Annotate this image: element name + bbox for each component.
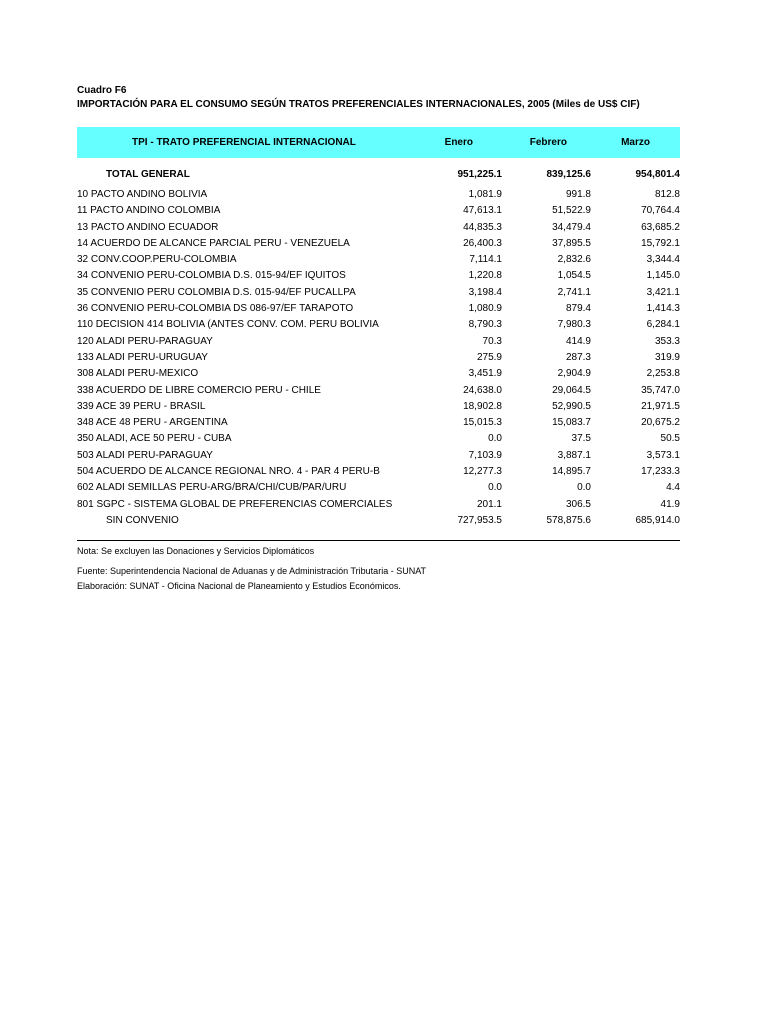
table-row — [77, 253, 680, 269]
header-marzo: Marzo — [621, 137, 650, 148]
row-marzo: 353.3 — [654, 335, 680, 347]
row-enero: 3,451.9 — [468, 368, 502, 380]
row-enero: 727,953.5 — [457, 514, 502, 526]
table-elaboration: Elaboración: SUNAT - Oficina Nacional de Planeamiento y Estudios Económicos. — [77, 581, 401, 591]
table-title: IMPORTACIÓN PARA EL CONSUMO SEGÚN TRATOS PREFERENCIALES INTERNACIONALES, 2005 (Miles de US$ CIF) — [77, 99, 640, 110]
row-febrero: 0.0 — [577, 482, 591, 494]
table-row — [77, 335, 680, 351]
row-marzo: 3,573.1 — [646, 449, 680, 461]
table-row — [77, 237, 680, 253]
row-enero: 3,198.4 — [468, 286, 502, 298]
row-febrero: 2,832.6 — [557, 254, 591, 266]
table-row — [77, 481, 680, 497]
row-name: 11 PACTO ANDINO COLOMBIA — [77, 205, 221, 217]
row-marzo: 4.4 — [666, 482, 680, 494]
table-row — [77, 400, 680, 416]
table-body — [77, 168, 680, 530]
row-marzo: 50.5 — [660, 433, 680, 445]
row-marzo: 63,685.2 — [641, 221, 680, 233]
row-name: 36 CONVENIO PERU-COLOMBIA DS 086-97/EF TARAPOTO — [77, 303, 354, 315]
row-enero: 1,081.9 — [468, 189, 502, 200]
row-marzo: 41.9 — [660, 498, 680, 510]
table-row — [77, 286, 680, 302]
row-enero: 47,613.1 — [463, 205, 502, 217]
row-marzo: 21,971.5 — [641, 400, 680, 412]
row-name: 10 PACTO ANDINO BOLIVIA — [77, 189, 208, 200]
row-febrero: 2,904.9 — [557, 368, 591, 380]
row-name: 339 ACE 39 PERU - BRASIL — [77, 400, 206, 412]
row-marzo: 70,764.4 — [641, 205, 680, 217]
table-row-sin-convenio — [77, 514, 680, 530]
row-enero: 275.9 — [476, 351, 502, 363]
row-enero: 951,225.1 — [457, 169, 502, 180]
row-enero: 15,015.3 — [463, 417, 502, 429]
row-enero: 0.0 — [488, 482, 502, 494]
table-row — [77, 367, 680, 383]
table-row-total — [77, 168, 680, 188]
row-name: 133 ALADI PERU-URUGUAY — [77, 351, 208, 363]
row-marzo: 1,414.3 — [646, 303, 680, 315]
row-febrero: 52,990.5 — [552, 400, 591, 412]
row-marzo: 319.9 — [654, 351, 680, 363]
row-febrero: 15,083.7 — [552, 417, 591, 429]
row-name: 120 ALADI PERU-PARAGUAY — [77, 335, 213, 347]
row-marzo: 15,792.1 — [641, 237, 680, 249]
table-row — [77, 302, 680, 318]
row-enero: 12,277.3 — [463, 466, 502, 478]
row-enero: 201.1 — [476, 498, 502, 510]
row-febrero: 879.4 — [565, 303, 591, 315]
row-name: 14 ACUERDO DE ALCANCE PARCIAL PERU - VENEZUELA — [77, 237, 350, 249]
table-row — [77, 384, 680, 400]
row-enero: 1,080.9 — [468, 303, 502, 315]
row-febrero: 51,522.9 — [552, 205, 591, 217]
row-febrero: 37,895.5 — [552, 237, 591, 249]
row-enero: 26,400.3 — [463, 237, 502, 249]
row-marzo: 20,675.2 — [641, 417, 680, 429]
table-row — [77, 318, 680, 334]
row-name: TOTAL GENERAL — [106, 169, 190, 180]
table-row — [77, 351, 680, 367]
row-name: 504 ACUERDO DE ALCANCE REGIONAL NRO. 4 - PAR 4 PERU-B — [77, 466, 380, 478]
row-marzo: 954,801.4 — [635, 169, 680, 180]
table-row — [77, 204, 680, 220]
row-name: 503 ALADI PERU-PARAGUAY — [77, 449, 213, 461]
header-enero: Enero — [444, 137, 473, 148]
row-febrero: 2,741.1 — [557, 286, 591, 298]
row-name: 801 SGPC - SISTEMA GLOBAL DE PREFERENCIAS COMERCIALES — [77, 498, 393, 510]
row-febrero: 991.8 — [565, 189, 591, 200]
row-febrero: 578,875.6 — [546, 514, 591, 526]
row-marzo: 17,233.3 — [641, 466, 680, 478]
row-marzo: 3,421.1 — [646, 286, 680, 298]
row-febrero: 3,887.1 — [557, 449, 591, 461]
table-row — [77, 465, 680, 481]
header-tpi: TPI - TRATO PREFERENCIAL INTERNACIONAL — [132, 137, 356, 148]
row-febrero: 37.5 — [571, 433, 591, 445]
table-header — [77, 127, 680, 158]
table-row — [77, 432, 680, 448]
row-name: 350 ALADI, ACE 50 PERU - CUBA — [77, 433, 232, 445]
row-marzo: 6,284.1 — [646, 319, 680, 331]
row-marzo: 1,145.0 — [646, 270, 680, 282]
table-row — [77, 188, 680, 204]
row-enero: 7,103.9 — [468, 449, 502, 461]
row-name: SIN CONVENIO — [106, 514, 179, 526]
row-febrero: 14,895.7 — [552, 466, 591, 478]
row-febrero: 306.5 — [565, 498, 591, 510]
row-enero: 24,638.0 — [463, 384, 502, 396]
table-row — [77, 416, 680, 432]
row-marzo: 35,747.0 — [641, 384, 680, 396]
row-enero: 8,790.3 — [468, 319, 502, 331]
table-label: Cuadro F6 — [77, 85, 127, 96]
row-marzo: 3,344.4 — [646, 254, 680, 266]
row-name: 34 CONVENIO PERU-COLOMBIA D.S. 015-94/EF IQUITOS — [77, 270, 346, 282]
row-febrero: 839,125.6 — [546, 169, 591, 180]
row-name: 602 ALADI SEMILLAS PERU-ARG/BRA/CHI/CUB/PAR/URU — [77, 482, 347, 494]
row-marzo: 812.8 — [654, 189, 680, 200]
row-name: 308 ALADI PERU-MEXICO — [77, 368, 199, 380]
row-febrero: 414.9 — [565, 335, 591, 347]
row-febrero: 29,064.5 — [552, 384, 591, 396]
table-note: Nota: Se excluyen las Donaciones y Servicios Diplomáticos — [77, 546, 315, 556]
table-row — [77, 269, 680, 285]
row-marzo: 2,253.8 — [646, 368, 680, 380]
table-bottom-rule — [77, 540, 680, 541]
row-name: 348 ACE 48 PERU - ARGENTINA — [77, 417, 228, 429]
row-name: 338 ACUERDO DE LIBRE COMERCIO PERU - CHILE — [77, 384, 321, 396]
table-row — [77, 449, 680, 465]
row-febrero: 287.3 — [565, 351, 591, 363]
table-row — [77, 221, 680, 237]
table-row — [77, 498, 680, 514]
row-febrero: 1,054.5 — [557, 270, 591, 282]
row-enero: 1,220.8 — [468, 270, 502, 282]
row-enero: 18,902.8 — [463, 400, 502, 412]
table-source: Fuente: Superintendencia Nacional de Aduanas y de Administración Tributaria - SUNAT — [77, 566, 427, 576]
row-name: 35 CONVENIO PERU COLOMBIA D.S. 015-94/EF PUCALLPA — [77, 286, 356, 298]
header-febrero: Febrero — [529, 137, 567, 148]
row-name: 32 CONV.COOP.PERU-COLOMBIA — [77, 254, 237, 266]
row-name: 13 PACTO ANDINO ECUADOR — [77, 221, 219, 233]
row-marzo: 685,914.0 — [635, 514, 680, 526]
row-febrero: 34,479.4 — [552, 221, 591, 233]
row-enero: 70.3 — [482, 335, 502, 347]
row-enero: 0.0 — [488, 433, 502, 445]
row-febrero: 7,980.3 — [557, 319, 591, 331]
row-enero: 44,835.3 — [463, 221, 502, 233]
row-name: 110 DECISION 414 BOLIVIA (ANTES CONV. COM. PERU BOLIVIA — [77, 319, 379, 331]
row-enero: 7,114.1 — [469, 254, 502, 266]
